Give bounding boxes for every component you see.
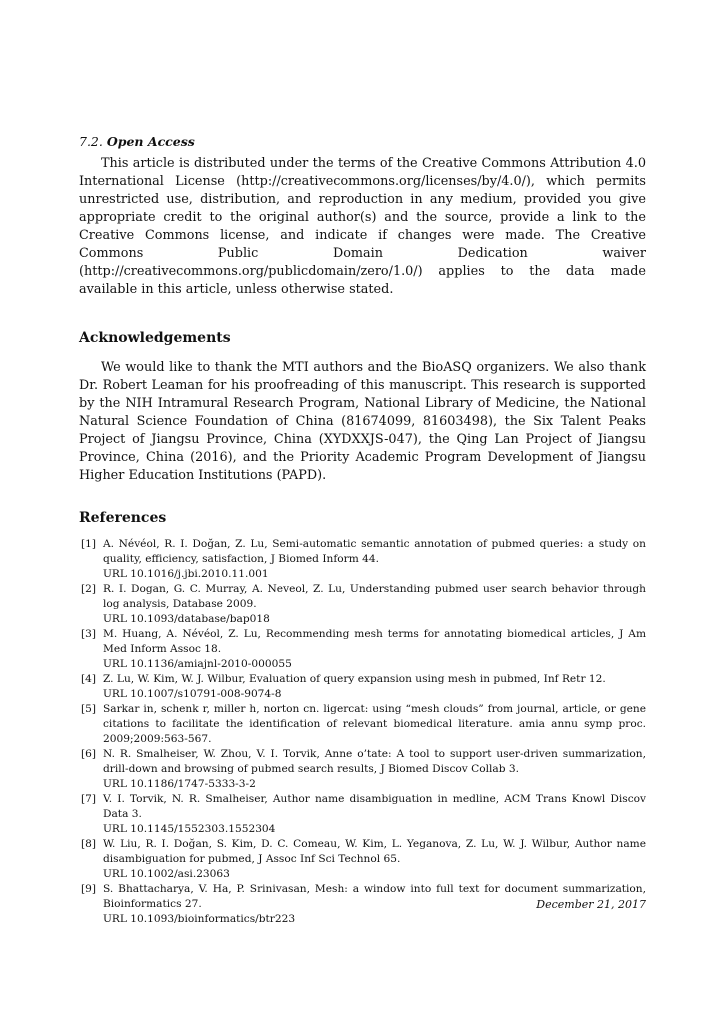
reference-body: [103, 537, 646, 582]
reference-number: [3]: [81, 628, 97, 640]
reference-text: Sarkar in, schenk r, miller h, norton cn. ligercat: using “mesh clouds” from journal, article, or gene citations to facilitate the identification of relevant biomedical literature. amia annu symp proc. 2009;2009:563-567.: [103, 703, 646, 745]
reference-item: [79, 672, 646, 702]
open-access-paragraph: This article is distributed under the terms of the Creative Commons Attribution 4.0 International License (http://creativecommons.org/licenses/by/4.0/), which permits unrestricted use, distribution, and reproduction in any medium, provided you give appropriate credit to the original author(s) and the source, provide a link to the Creative Commons license, and indicate if changes were made. The Creative Commons Public Domain Dedication waiver (http://creativecommons.org/publicdomain/zero/1.0/) applies to the data made available in this article, unless otherwise stated.: [79, 156, 646, 297]
reference-text: N. R. Smalheiser, W. Zhou, V. I. Torvik, Anne o’tate: A tool to support user-driven summarization, drill-down and browsing of pubmed search results, J Biomed Discov Collab 3.: [103, 748, 646, 775]
reference-item: [79, 582, 646, 627]
reference-item: [79, 837, 646, 882]
reference-text: A. Névéol, R. I. Doğan, Z. Lu, Semi-automatic semantic annotation of pubmed queries: a study on quality, efficiency, satisfaction, J Biomed Inform 44.: [103, 538, 646, 565]
reference-item: [79, 537, 646, 582]
open-access-title: Open Access: [106, 134, 195, 149]
reference-text: M. Huang, A. Névéol, Z. Lu, Recommending mesh terms for annotating biomedical articles, J Am Med Inform Assoc 18.: [103, 628, 646, 655]
reference-item: [79, 747, 646, 792]
reference-number: [6]: [81, 748, 97, 760]
reference-number: [2]: [81, 583, 97, 595]
reference-text: V. I. Torvik, N. R. Smalheiser, Author name disambiguation in medline, ACM Trans Knowl Discov Data 3.: [103, 793, 646, 820]
reference-body: [103, 837, 646, 882]
acknowledgements-heading: Acknowledgements: [79, 330, 231, 346]
references-heading: References: [79, 510, 167, 526]
reference-number: [4]: [81, 673, 97, 685]
reference-text: W. Liu, R. I. Doğan, S. Kim, D. C. Comeau, W. Kim, L. Yeganova, Z. Lu, W. J. Wilbur, Author name disambiguation for pubmed, J Assoc Inf Sci Technol 65.: [103, 838, 646, 865]
reference-list: [79, 537, 646, 927]
acknowledgements-paragraph: We would like to thank the MTI authors and the BioASQ organizers. We also thank Dr. Robert Leaman for his proofreading of this manuscript. This research is supported by the NIH Intramural Research Program, National Library of Medicine, the National Natural Science Foundation of China (81674099, 81603498), the Six Talent Peaks Project of Jiangsu Province, China (XYDXXJS-047), the Qing Lan Project of Jiangsu Province, China (2016), and the Priority Academic Program Development of Jiangsu Higher Education Institutions (PAPD).: [79, 360, 646, 483]
reference-number: [9]: [81, 883, 97, 895]
reference-body: [103, 702, 646, 747]
open-access-number: 7.2.: [79, 134, 103, 149]
reference-body: [103, 672, 646, 702]
reference-number: [1]: [81, 538, 97, 550]
reference-item: [79, 627, 646, 672]
reference-text: R. I. Dogan, G. C. Murray, A. Neveol, Z. Lu, Understanding pubmed user search behavior through log analysis, Database 2009.: [103, 583, 646, 610]
reference-number: [7]: [81, 793, 97, 805]
reference-url[interactable]: URL 10.1186/1747-5333-3-2: [103, 778, 256, 790]
reference-text: S. Bhattacharya, V. Ha, P. Srinivasan, Mesh: a window into full text for document summarization, Bioinformatics 27.: [103, 883, 646, 910]
reference-url[interactable]: URL 10.1016/j.jbi.2010.11.001: [103, 568, 269, 580]
page-footer-date: December 21, 2017: [536, 898, 646, 911]
reference-url[interactable]: URL 10.1093/database/bap018: [103, 613, 270, 625]
reference-url[interactable]: URL 10.1007/s10791-008-9074-8: [103, 688, 282, 700]
reference-number: [5]: [81, 703, 97, 715]
reference-body: [103, 582, 646, 627]
reference-url[interactable]: URL 10.1093/bioinformatics/btr223: [103, 913, 296, 925]
reference-body: [103, 747, 646, 792]
reference-url[interactable]: URL 10.1002/asi.23063: [103, 868, 230, 880]
reference-url[interactable]: URL 10.1145/1552303.1552304: [103, 823, 276, 835]
page-content: [79, 133, 646, 927]
reference-number: [8]: [81, 838, 97, 850]
reference-item: [79, 792, 646, 837]
open-access-heading: [79, 133, 646, 151]
reference-text: Z. Lu, W. Kim, W. J. Wilbur, Evaluation of query expansion using mesh in pubmed, Inf Retr 12.: [103, 673, 606, 685]
reference-body: [103, 792, 646, 837]
reference-url[interactable]: URL 10.1136/amiajnl-2010-000055: [103, 658, 292, 670]
reference-body: [103, 627, 646, 672]
reference-item: [79, 702, 646, 747]
